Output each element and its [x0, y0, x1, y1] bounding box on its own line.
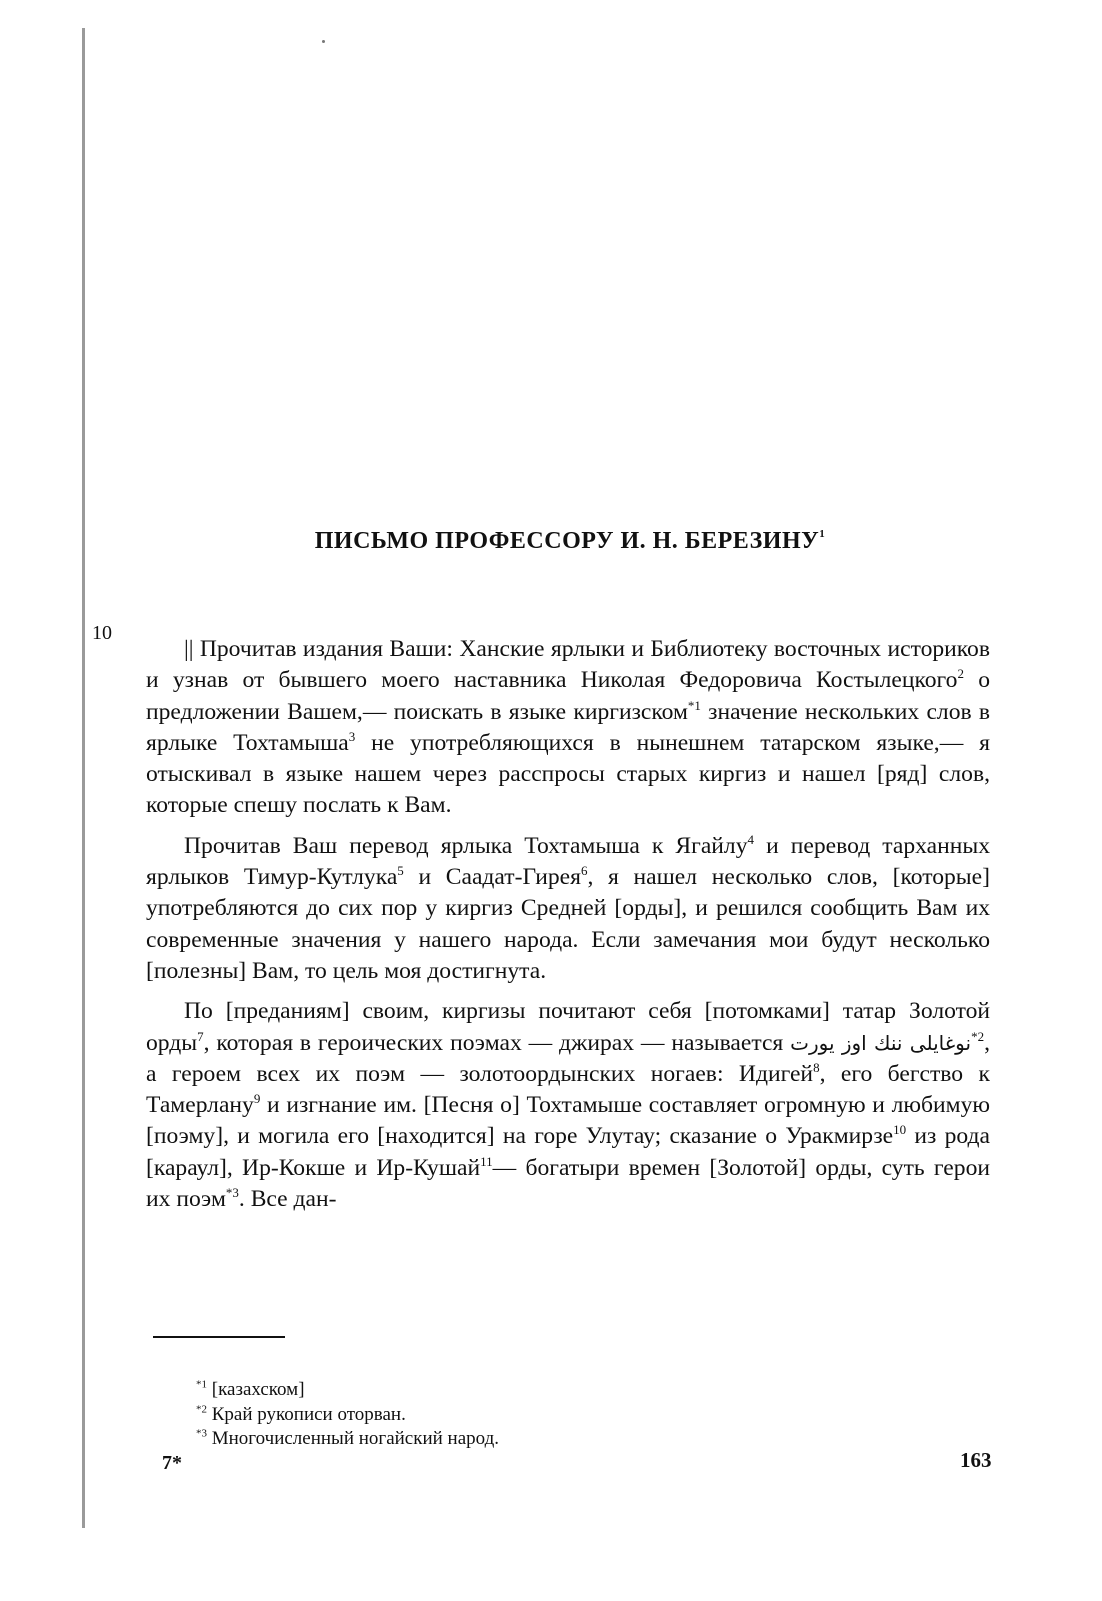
footnote-mark: *1 — [196, 1378, 207, 1391]
p2-note-ref: 4 — [747, 831, 755, 847]
footnotes — [196, 1378, 499, 1452]
page-number: 163 — [960, 1448, 992, 1472]
p3-note-ref: 7 — [197, 1028, 204, 1044]
p2-note-ref: 6 — [580, 863, 588, 879]
p3-text-d: , его бегство к Тамерлану — [146, 1060, 990, 1119]
paragraph-2 — [146, 831, 990, 987]
p2-note-ref: 5 — [397, 863, 404, 879]
p3-note-ref: *2 — [971, 1028, 985, 1044]
p1-text-b: о предложении Вашем,— поискать в языке киргизском — [146, 667, 990, 725]
paragraph-3 — [146, 996, 990, 1215]
footnote — [196, 1378, 499, 1403]
footnote-mark: *2 — [196, 1403, 207, 1416]
scan-speck — [322, 40, 325, 43]
p1-text-a: || Прочитав издания Ваши: Ханские ярлыки и Библиотеку восточных историков и узнав от бывшего моего наставника Николая Федоровича Костылецкого — [146, 636, 990, 694]
p3-note-ref: *3 — [225, 1185, 239, 1201]
p3-note-ref: 10 — [893, 1122, 907, 1138]
p3-text-f: из рода [караул], Ир-Кокше и Ир-Кушай — [146, 1123, 990, 1181]
p1-note-ref: 2 — [957, 666, 964, 682]
p2-text-a: Прочитав Ваш перевод ярлыка Тохтамыша к Ягайлу — [184, 832, 748, 859]
margin-rule — [82, 28, 85, 1528]
p3-text-b: , которая в героических поэмах — джирах — называется — [203, 1029, 791, 1056]
page-title — [150, 528, 990, 555]
p3-text-c: , а героем всех их поэм — золотоордынских ногаев: Идигей — [146, 1029, 990, 1087]
p3-text-g: — богатыри времен [Золотой] орды, суть герои их поэм — [146, 1154, 990, 1213]
p2-text-c: и Саадат-Гирея — [403, 864, 581, 891]
p3-note-ref: 9 — [253, 1091, 261, 1107]
title-note-ref: 1 — [819, 528, 826, 540]
p3-text-h: . Все дан- — [238, 1186, 337, 1213]
title-text: ПИСЬМО ПРОФЕССОРУ И. Н. БЕРЕЗИНУ — [314, 528, 820, 554]
paragraph-1 — [146, 634, 990, 822]
p2-text-b: и перевод тарханных ярлыков Тимур-Кутлука — [146, 832, 990, 891]
p2-text-d: , я нашел несколько слов, [которые] употребляются до сих пор у киргиз Средней [орды], и решился сообщить Вам их современные значения у нашего народа. Если замечания мои будут несколько [полезны] Вам, то цель моя достигнута. — [146, 864, 990, 984]
p3-text-e: и изгнание им. [Песня о] Тохтамыше составляет огромную и любимую [поэму], и могила его [находится] на горе Улутау; сказание о Уракмирзе — [146, 1092, 990, 1150]
footnote-separator — [153, 1336, 285, 1338]
p3-note-ref: 8 — [813, 1060, 820, 1075]
footnote-text: Край рукописи оторван. — [207, 1403, 406, 1425]
p1-text-d: не употребляющихся в нынешнем татарском языке,— я отыскивал в языке нашем через расспросы старых киргиз и нашел [ряд] слов, которые спешу послать к Вам. — [146, 729, 991, 819]
arabic-phrase: نوغايلى ننك اوز يورت — [790, 1030, 972, 1055]
footnote-mark: *3 — [196, 1427, 207, 1440]
p3-text-a: По [преданиям] своим, киргизы почитают себя [потомками] татар Золотой орды — [146, 998, 990, 1056]
body-text — [146, 634, 990, 1215]
p1-note-ref: *1 — [687, 697, 701, 713]
signature-mark: 7* — [162, 1452, 182, 1474]
p1-text-c: значение нескольких слов в ярлыке Тохтамыша — [146, 698, 990, 756]
margin-line-number: 10 — [92, 622, 112, 644]
footnote-text: [казахском] — [207, 1379, 305, 1400]
p3-note-ref: 11 — [480, 1153, 493, 1169]
p1-note-ref: 3 — [348, 729, 356, 745]
footnote — [196, 1427, 499, 1452]
footnote-text: Многочисленный ногайский народ. — [207, 1428, 500, 1449]
footnote — [196, 1403, 499, 1428]
